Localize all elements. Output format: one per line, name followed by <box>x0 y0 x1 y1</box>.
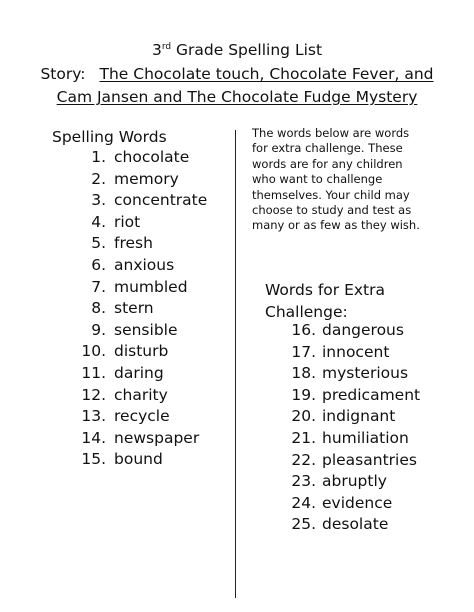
challenge-word: innocent <box>322 342 390 361</box>
item-number: 19. <box>291 385 316 404</box>
item-number: 15. <box>81 450 106 469</box>
list-item <box>52 449 232 471</box>
item-number: 13. <box>81 407 106 426</box>
spelling-word: daring <box>114 363 164 382</box>
list-item <box>282 428 462 450</box>
note-line: words are for any children <box>252 156 403 171</box>
extra-challenge-section <box>282 320 462 536</box>
spelling-word: fresh <box>114 234 153 253</box>
item-number: 4. <box>91 212 106 231</box>
list-item <box>52 428 232 450</box>
list-item <box>52 385 232 407</box>
item-number: 10. <box>81 342 106 361</box>
list-item <box>52 406 232 428</box>
spelling-word: newspaper <box>114 428 200 447</box>
story-titles-part-1: The Chocolate touch, Chocolate Fever, and <box>99 65 434 83</box>
item-number: 8. <box>91 299 106 318</box>
list-item <box>52 320 232 342</box>
item-number: 12. <box>81 385 106 404</box>
spelling-words-heading: Spelling Words <box>52 128 167 146</box>
spelling-word: bound <box>114 450 163 469</box>
list-item <box>282 406 462 428</box>
list-item <box>282 450 462 472</box>
spelling-word: memory <box>114 169 179 188</box>
challenge-word: predicament <box>322 385 421 404</box>
list-item <box>282 320 462 342</box>
item-number: 14. <box>81 428 106 447</box>
spelling-word: riot <box>114 212 141 231</box>
item-number: 25. <box>291 515 316 534</box>
list-item <box>52 147 232 169</box>
note-line: for extra challenge. These <box>252 141 403 156</box>
challenge-word: humiliation <box>322 428 409 447</box>
item-number: 1. <box>91 148 106 166</box>
spelling-word: sensible <box>114 320 178 339</box>
note-line: many or as few as they wish. <box>252 218 420 233</box>
grade-suffix: rd <box>161 42 172 52</box>
list-item <box>282 385 462 407</box>
extra-heading-line-1: Words for Extra <box>265 281 385 299</box>
note-line: themselves. Your child may <box>252 187 410 202</box>
spelling-word: stern <box>114 299 154 318</box>
item-number: 20. <box>291 407 316 426</box>
list-item <box>282 363 462 385</box>
challenge-word: indignant <box>322 407 396 426</box>
story-titles-part-2: Cam Jansen and The Chocolate Fudge Mystery <box>56 88 418 106</box>
spelling-word: anxious <box>114 255 175 274</box>
item-number: 24. <box>291 493 316 512</box>
title-text: Grade Spelling List <box>176 41 323 59</box>
challenge-word: abruptly <box>322 472 387 491</box>
extra-challenge-heading <box>265 279 385 323</box>
list-item <box>52 277 232 299</box>
item-number: 18. <box>291 364 316 383</box>
challenge-word: desolate <box>322 515 389 534</box>
item-number: 6. <box>91 255 106 274</box>
item-number: 16. <box>291 321 316 339</box>
list-item <box>282 514 462 536</box>
item-number: 23. <box>291 472 316 491</box>
spelling-words-list <box>52 147 232 471</box>
item-number: 21. <box>291 428 316 447</box>
spelling-word: disturb <box>114 342 169 361</box>
column-divider <box>235 130 236 598</box>
note-line: The words below are words <box>252 126 410 140</box>
story-label: Story: <box>40 65 86 83</box>
item-number: 22. <box>291 450 316 469</box>
extra-heading-line-2: Challenge: <box>265 303 348 321</box>
spelling-word: mumbled <box>114 277 188 296</box>
list-item <box>52 233 232 255</box>
list-item <box>52 341 232 363</box>
spelling-words-section <box>52 127 232 471</box>
list-item <box>52 298 232 320</box>
spelling-word: charity <box>114 385 168 404</box>
item-number: 9. <box>91 320 106 339</box>
item-number: 2. <box>91 169 106 188</box>
extra-challenge-note <box>252 126 452 234</box>
challenge-word: mysterious <box>322 364 409 383</box>
story-line-2 <box>0 87 474 107</box>
page-title <box>0 40 474 60</box>
item-number: 3. <box>91 191 106 210</box>
challenge-word: evidence <box>322 493 393 512</box>
spelling-word: concentrate <box>114 191 208 210</box>
item-number: 17. <box>291 342 316 361</box>
challenge-word: pleasantries <box>322 450 417 469</box>
story-line-1 <box>0 64 474 84</box>
list-item <box>52 363 232 385</box>
list-item <box>282 471 462 493</box>
item-number: 7. <box>91 277 106 296</box>
list-item <box>52 212 232 234</box>
list-item <box>282 493 462 515</box>
spelling-word: chocolate <box>114 148 190 166</box>
spelling-word: recycle <box>114 407 170 426</box>
item-number: 5. <box>91 234 106 253</box>
list-item <box>52 255 232 277</box>
note-line: choose to study and test as <box>252 202 412 217</box>
list-item <box>282 342 462 364</box>
item-number: 11. <box>81 363 106 382</box>
list-item <box>52 190 232 212</box>
challenge-word: dangerous <box>322 321 404 339</box>
note-line: who want to challenge <box>252 172 383 187</box>
grade-number: 3 <box>151 41 162 59</box>
extra-challenge-list <box>282 320 462 536</box>
list-item <box>52 169 232 191</box>
